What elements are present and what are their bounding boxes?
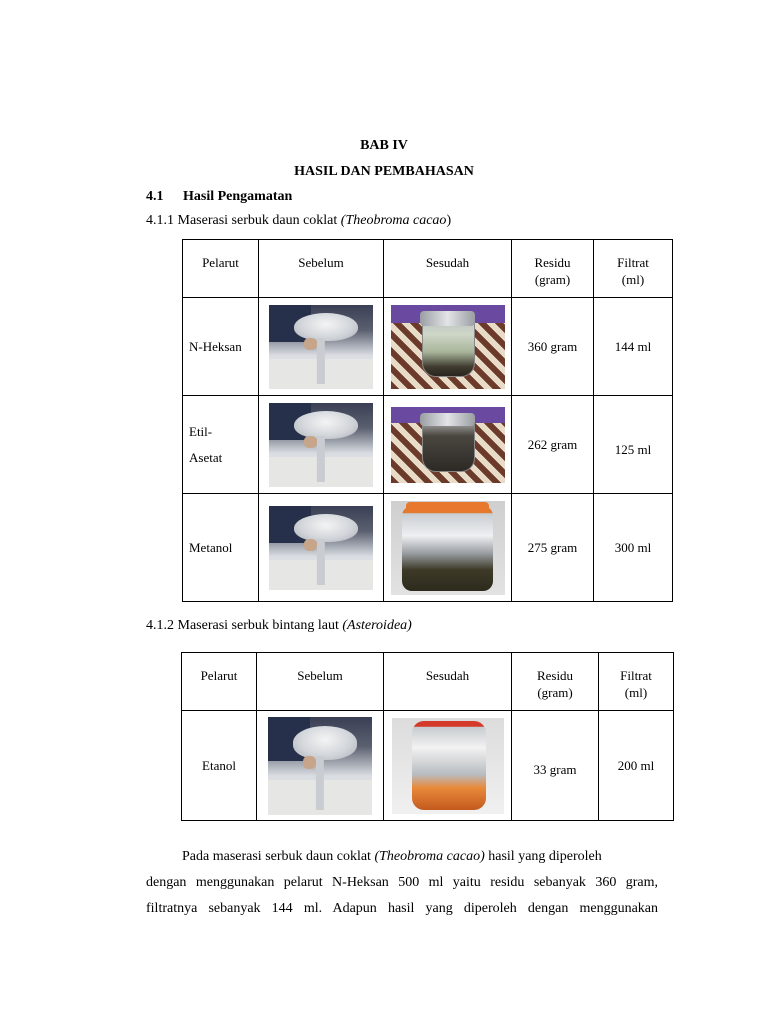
cell-sebelum	[257, 711, 384, 821]
table-maserasi-bintang-laut	[181, 652, 674, 821]
table-row	[183, 396, 673, 494]
cell-pelarut	[183, 396, 259, 494]
funnel-photo	[269, 403, 373, 487]
paragraph-text: hasil yang diperoleh	[484, 849, 602, 864]
header-sesudah: Sesudah	[384, 653, 512, 711]
funnel-photo	[269, 506, 373, 590]
subsection-2-text: Maserasi serbuk bintang laut	[177, 618, 343, 633]
table-maserasi-coklat	[182, 239, 673, 602]
header-residu	[512, 653, 599, 711]
cell-pelarut: N-Heksan	[183, 298, 259, 396]
cell-filtrat: 300 ml	[594, 494, 673, 602]
header-sesudah: Sesudah	[384, 240, 512, 298]
jar-photo	[391, 407, 505, 483]
header-filtrat-line1: Filtrat	[617, 255, 649, 270]
cell-residu: 262 gram	[512, 396, 594, 494]
header-sebelum: Sebelum	[257, 653, 384, 711]
subsection-1-heading	[146, 213, 451, 229]
header-filtrat-line2: (ml)	[624, 685, 648, 700]
cell-pelarut: Metanol	[183, 494, 259, 602]
section-title: Hasil Pengamatan	[183, 189, 293, 204]
cell-pelarut-line1: Etil-	[189, 423, 213, 439]
header-filtrat-line2: (ml)	[621, 272, 645, 287]
header-residu-line1: Residu	[534, 255, 571, 270]
cell-pelarut-line2: Asetat	[189, 449, 223, 465]
chapter-number: BAB IV	[360, 138, 408, 153]
cell-pelarut: Etanol	[182, 711, 257, 821]
cell-sesudah	[384, 711, 512, 821]
subsection-1-number: 4.1.1	[146, 213, 174, 228]
header-filtrat	[594, 240, 673, 298]
table-row	[182, 711, 674, 821]
jar-photo	[391, 305, 505, 389]
jar-photo	[391, 501, 505, 595]
funnel-photo	[269, 305, 373, 389]
header-filtrat	[599, 653, 674, 711]
subsection-1-text: Maserasi serbuk daun coklat	[177, 213, 341, 228]
header-residu-line2: (gram)	[534, 272, 571, 287]
paragraph-text: Pada maserasi serbuk daun coklat	[182, 849, 375, 864]
cell-filtrat: 144 ml	[594, 298, 673, 396]
subsection-1-close: )	[446, 213, 452, 228]
header-filtrat-line1: Filtrat	[620, 668, 652, 683]
cell-sesudah	[384, 298, 512, 396]
cell-residu: 33 gram	[512, 711, 599, 821]
subsection-2-heading	[146, 618, 412, 634]
header-pelarut: Pelarut	[182, 653, 257, 711]
header-residu-line1: Residu	[536, 668, 574, 683]
header-sebelum: Sebelum	[259, 240, 384, 298]
header-pelarut: Pelarut	[183, 240, 259, 298]
subsection-2-number: 4.1.2	[146, 618, 174, 633]
chapter-title: HASIL DAN PEMBAHASAN	[294, 164, 474, 179]
cell-residu: 360 gram	[512, 298, 594, 396]
funnel-photo	[268, 717, 372, 815]
cell-sesudah	[384, 396, 512, 494]
header-residu	[512, 240, 594, 298]
paragraph-line-2: dengan menggunakan pelarut N-Heksan 500 ml yaitu residu sebanyak 360 gram,	[146, 875, 658, 890]
table-row	[183, 494, 673, 602]
cell-sebelum	[259, 298, 384, 396]
jar-photo	[392, 718, 504, 814]
cell-residu: 275 gram	[512, 494, 594, 602]
paragraph-line-3: filtratnya sebanyak 144 ml. Adapun hasil yang diperoleh dengan menggunakan	[146, 901, 658, 916]
paragraph-latin: (Theobroma cacao)	[374, 849, 485, 864]
subsection-1-latin: (Theobroma cacao	[340, 213, 447, 228]
paragraph-line-1	[146, 844, 658, 870]
cell-sesudah	[384, 494, 512, 602]
section-number: 4.1	[146, 189, 164, 204]
cell-sebelum	[259, 494, 384, 602]
cell-filtrat: 125 ml	[594, 396, 673, 494]
header-residu-line2: (gram)	[537, 685, 573, 700]
cell-sebelum	[259, 396, 384, 494]
cell-filtrat: 200 ml	[599, 711, 674, 821]
table-header-row	[183, 240, 673, 298]
table-row	[183, 298, 673, 396]
table-header-row	[182, 653, 674, 711]
subsection-2-latin: (Asteroidea)	[342, 618, 412, 633]
